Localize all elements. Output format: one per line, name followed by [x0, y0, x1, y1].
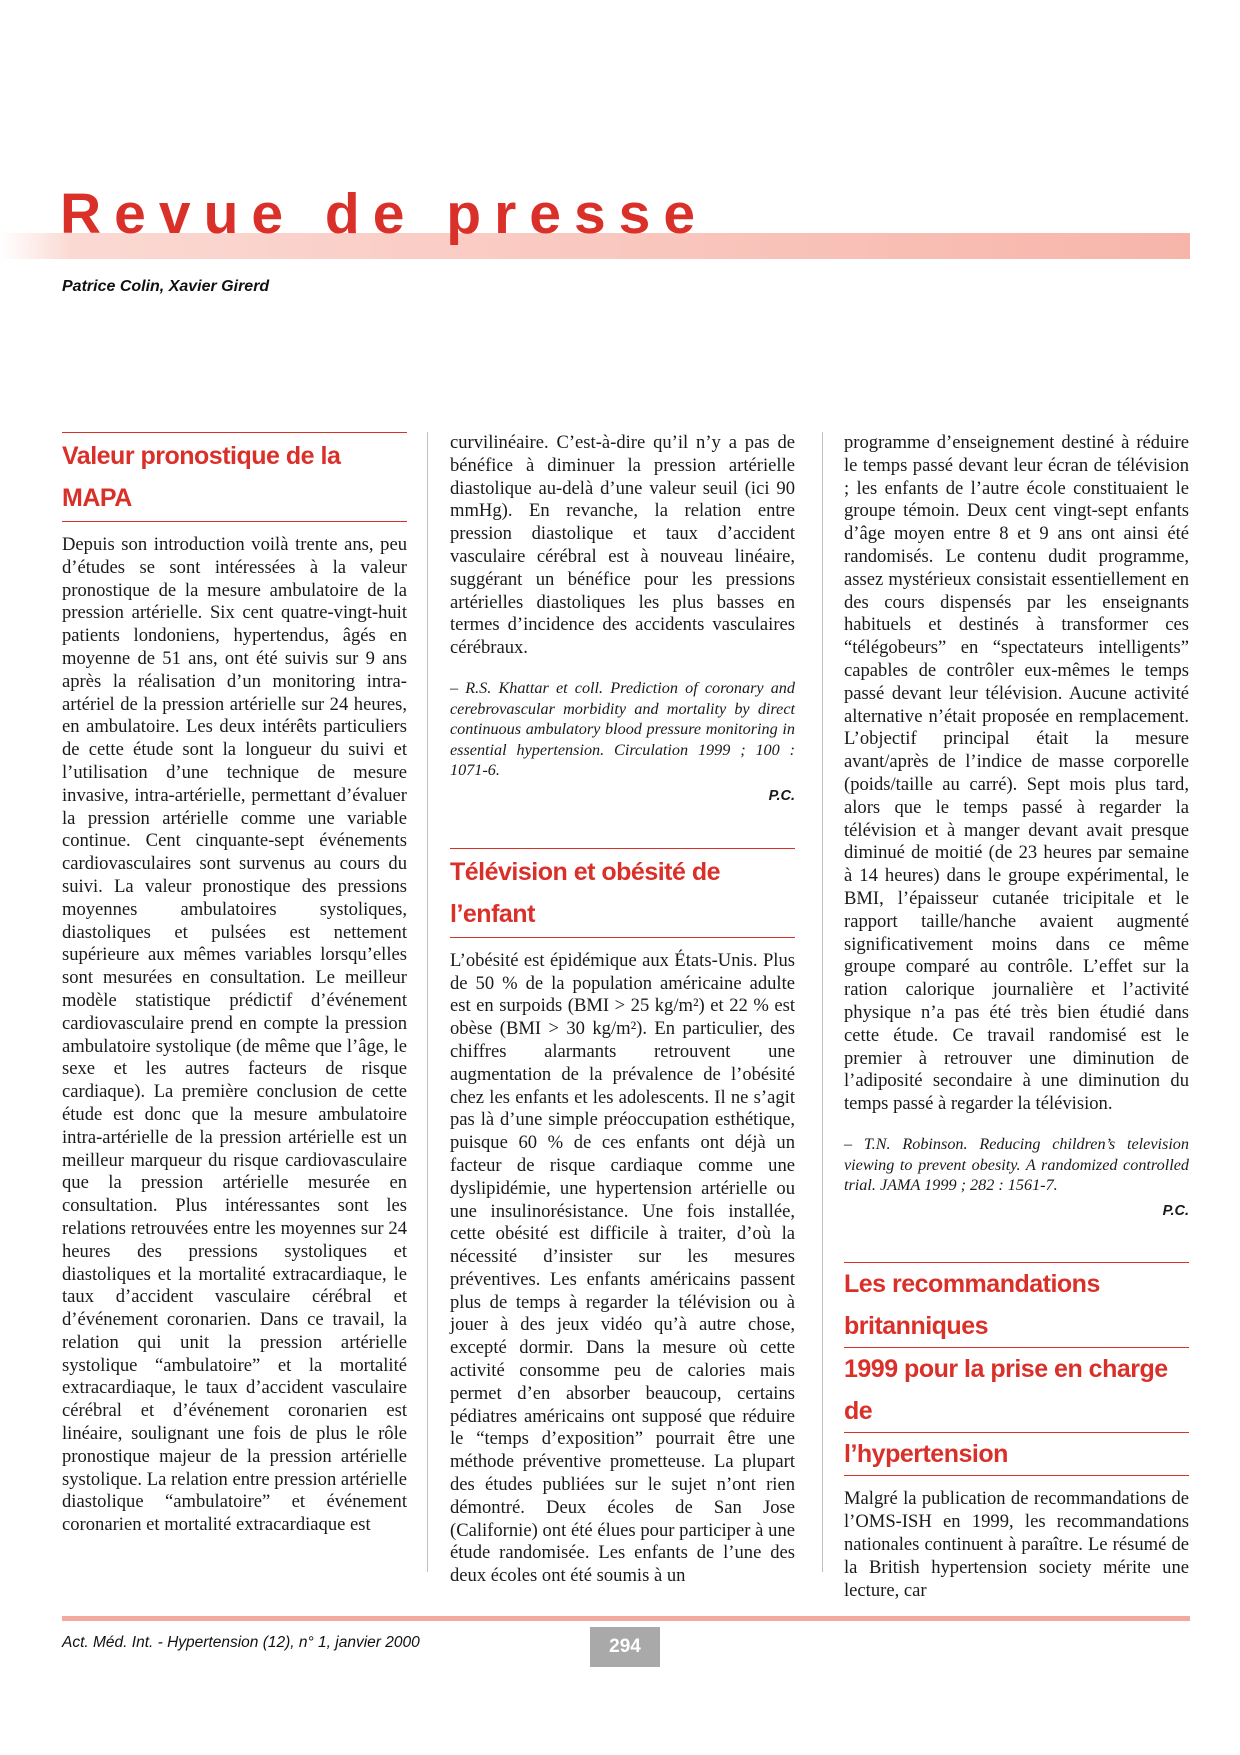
- column-divider: [822, 432, 823, 1572]
- article-reference: – T.N. Robinson. Reducing children’s television viewing to prevent obesity. A randomized controlled trial. JAMA 1999 ; 282 : 1561-7.: [844, 1134, 1189, 1195]
- article-body: Depuis son introduction voilà trente ans, peu d’études se sont intéressées à la valeur pronostique de la mesure ambulatoire de la pression artérielle. Six cent quatre-vingt-huit patients londoniens, hypertendus, âgés en moyenne de 51 ans, ont été suivis sur 9 ans après la réalisation d’un monitoring intra-artériel de la pression artérielle sur 24 heures, en ambulatoire. Les deux intérêts particuliers de cette étude sont la longueur du suivi et l’utilisation d’une technique de mesure invasive, intra-artérielle, permettant d’évaluer la pression artérielle comme une variable continue. Cent cinquante-sept événements cardiovasculaires sont survenus au cours du suivi. La valeur pronostique des pressions moyennes ambulatoires systoliques, diastoliques et pulsées est nettement supérieure aux mêmes variables lorsqu’elles sont mesurées en consultation. Le meilleur modèle statistique prédictif d’événement cardiovasculaire prend en compte la pression ambulatoire systolique (de même que l’âge, le sexe et les autres facteurs de risque cardiaque). La première conclusion de cette étude est donc que la mesure ambulatoire intra-artérielle de la pression artérielle est un meilleur marqueur du risque cardiovasculaire que la pression artérielle mesurée en consultation. Plus intéressantes sont les relations retrouvées entre les moyennes sur 24 heures des pressions systoliques et diastoliques et la mortalité extracardiaque, le taux d’accident vasculaire cérébral et d’événement coronarien. Dans ce travail, la relation qui unit la pression artérielle systolique “ambulatoire” et la mortalité extracardiaque, le taux d’accident vasculaire cérébral et d’événement coronarien est linéaire, soulignant une fois de plus le rôle pronostique majeur de la pression artérielle systolique. La relation entre pression artérielle diastolique “ambulatoire” et événement coronarien et mortalité extracardiaque est: [62, 534, 407, 1536]
- page-number: 294: [590, 1627, 660, 1667]
- footer-citation: Act. Méd. Int. - Hypertension (12), n° 1, janvier 2000: [62, 1634, 420, 1651]
- article-title-recommandations: [844, 1262, 1189, 1476]
- article-body: Malgré la publication de recommandations de l’OMS-ISH en 1999, les recommandations nationales continuent à paraître. Le résumé de la British hypertension society mérite une lecture, car: [844, 1488, 1189, 1601]
- page-title: Revue de presse: [60, 182, 709, 246]
- title-line: Les recommandations britanniques: [844, 1262, 1189, 1348]
- article-body: curvilinéaire. C’est-à-dire qu’il n’y a pas de bénéfice à diminuer la pression artérielle diastolique au-delà d’une valeur seuil (ici 90 mmHg). En revanche, la relation entre pression diastolique et taux d’accident vasculaire cérébral est à nouveau linéaire, suggérant un bénéfice pour les pressions artérielles diastoliques les plus basses en termes d’incidence des accidents vasculaires cérébraux.: [450, 432, 795, 659]
- article-reference: – R.S. Khattar et coll. Prediction of coronary and cerebrovascular morbidity and mortality by direct continuous ambulatory blood pressure monitoring in essential hypertension. Circulation 1999 ; 100 : 1071-6.: [450, 678, 795, 780]
- article-title-television: Télévision et obésité de l’enfant: [450, 848, 795, 938]
- article-body: L’obésité est épidémique aux États-Unis. Plus de 50 % de la population américaine adulte est en surpoids (BMI > 25 kg/m²) et 22 % est obèse (BMI > 30 kg/m²). En particulier, des chiffres alarmants retrouvent une augmentation de la prévalence de l’obésité chez les enfants et les adolescents. Il ne s’agit pas là d’une simple préoccupation esthétique, puisque 60 % de ces enfants ont déjà un facteur de risque cardiaque comme une dyslipidémie, une hypertension artérielle ou une insulinorésistance. Une fois installée, cette obésité est difficile à traiter, d’où la nécessité d’insister sur les mesures préventives. Les enfants américains passent plus de temps à regarder la télévision ou à jouer à des jeux vidéo qu’à autre chose, excepté dormir. Dans la mesure où cette activité consomme peu de calories mais permet d’en absorber beaucoup, certains pédiatres américains ont supposé que réduire le “temps d’exposition” pourrait être une méthode préventive prometteuse. La plupart des études publiées sur le sujet n’ont rien démontré. Deux écoles de San Jose (Californie) ont été élues pour participer à une étude randomisée. Les enfants de l’une des deux écoles ont été soumis à un: [450, 949, 795, 1587]
- authors: Patrice Colin, Xavier Girerd: [62, 278, 270, 295]
- footer-rule: [62, 1616, 1190, 1621]
- column-2: [450, 432, 795, 1587]
- article-body: programme d’enseignement destiné à réduire le temps passé devant leur écran de télévision ; les enfants de l’autre école constituaient le groupe témoin. Deux cent vingt-sept enfants d’âge moyen entre 8 et 9 ans ont ainsi été randomisés. Le contenu dudit programme, assez mystérieux consistait essentiellement en des cours dispensés par les enseignants habituels et destinés à transformer ces “télégobeurs” en “spectateurs intelligents” capables de contrôler eux-mêmes le temps passé devant leur télévision. Aucune activité alternative n’était proposée en remplacement. L’objectif principal était la mesure avant/après de l’indice de masse corporelle (poids/taille au carré). Sept mois plus tard, alors que le temps passé à regarder la télévision et à manger devant avait presque diminué de moitié (de 23 heures par semaine à 14 heures) dans le groupe expérimental, le BMI, l’épaisseur cutanée tricipitale et le rapport taille/hanche avaient augmenté significativement moins dans ce même groupe comparé au contrôle. L’effet sur la ration calorique journalière et l’activité physique n’a pas été très bien étudié dans cette étude. Ce travail randomisé est le premier à retrouver une diminution de l’adiposité secondaire à une diminution du temps passé à regarder la télévision.: [844, 432, 1189, 1115]
- title-line: 1999 pour la prise en charge de: [844, 1348, 1189, 1433]
- title-line: l’hypertension: [844, 1433, 1189, 1476]
- column-divider: [427, 432, 428, 1572]
- article-signature: P.C.: [768, 787, 795, 804]
- column-1: [62, 432, 407, 1572]
- article-title-mapa: Valeur pronostique de la MAPA: [62, 432, 407, 522]
- column-3: [844, 432, 1189, 1601]
- article-signature: P.C.: [1162, 1202, 1189, 1219]
